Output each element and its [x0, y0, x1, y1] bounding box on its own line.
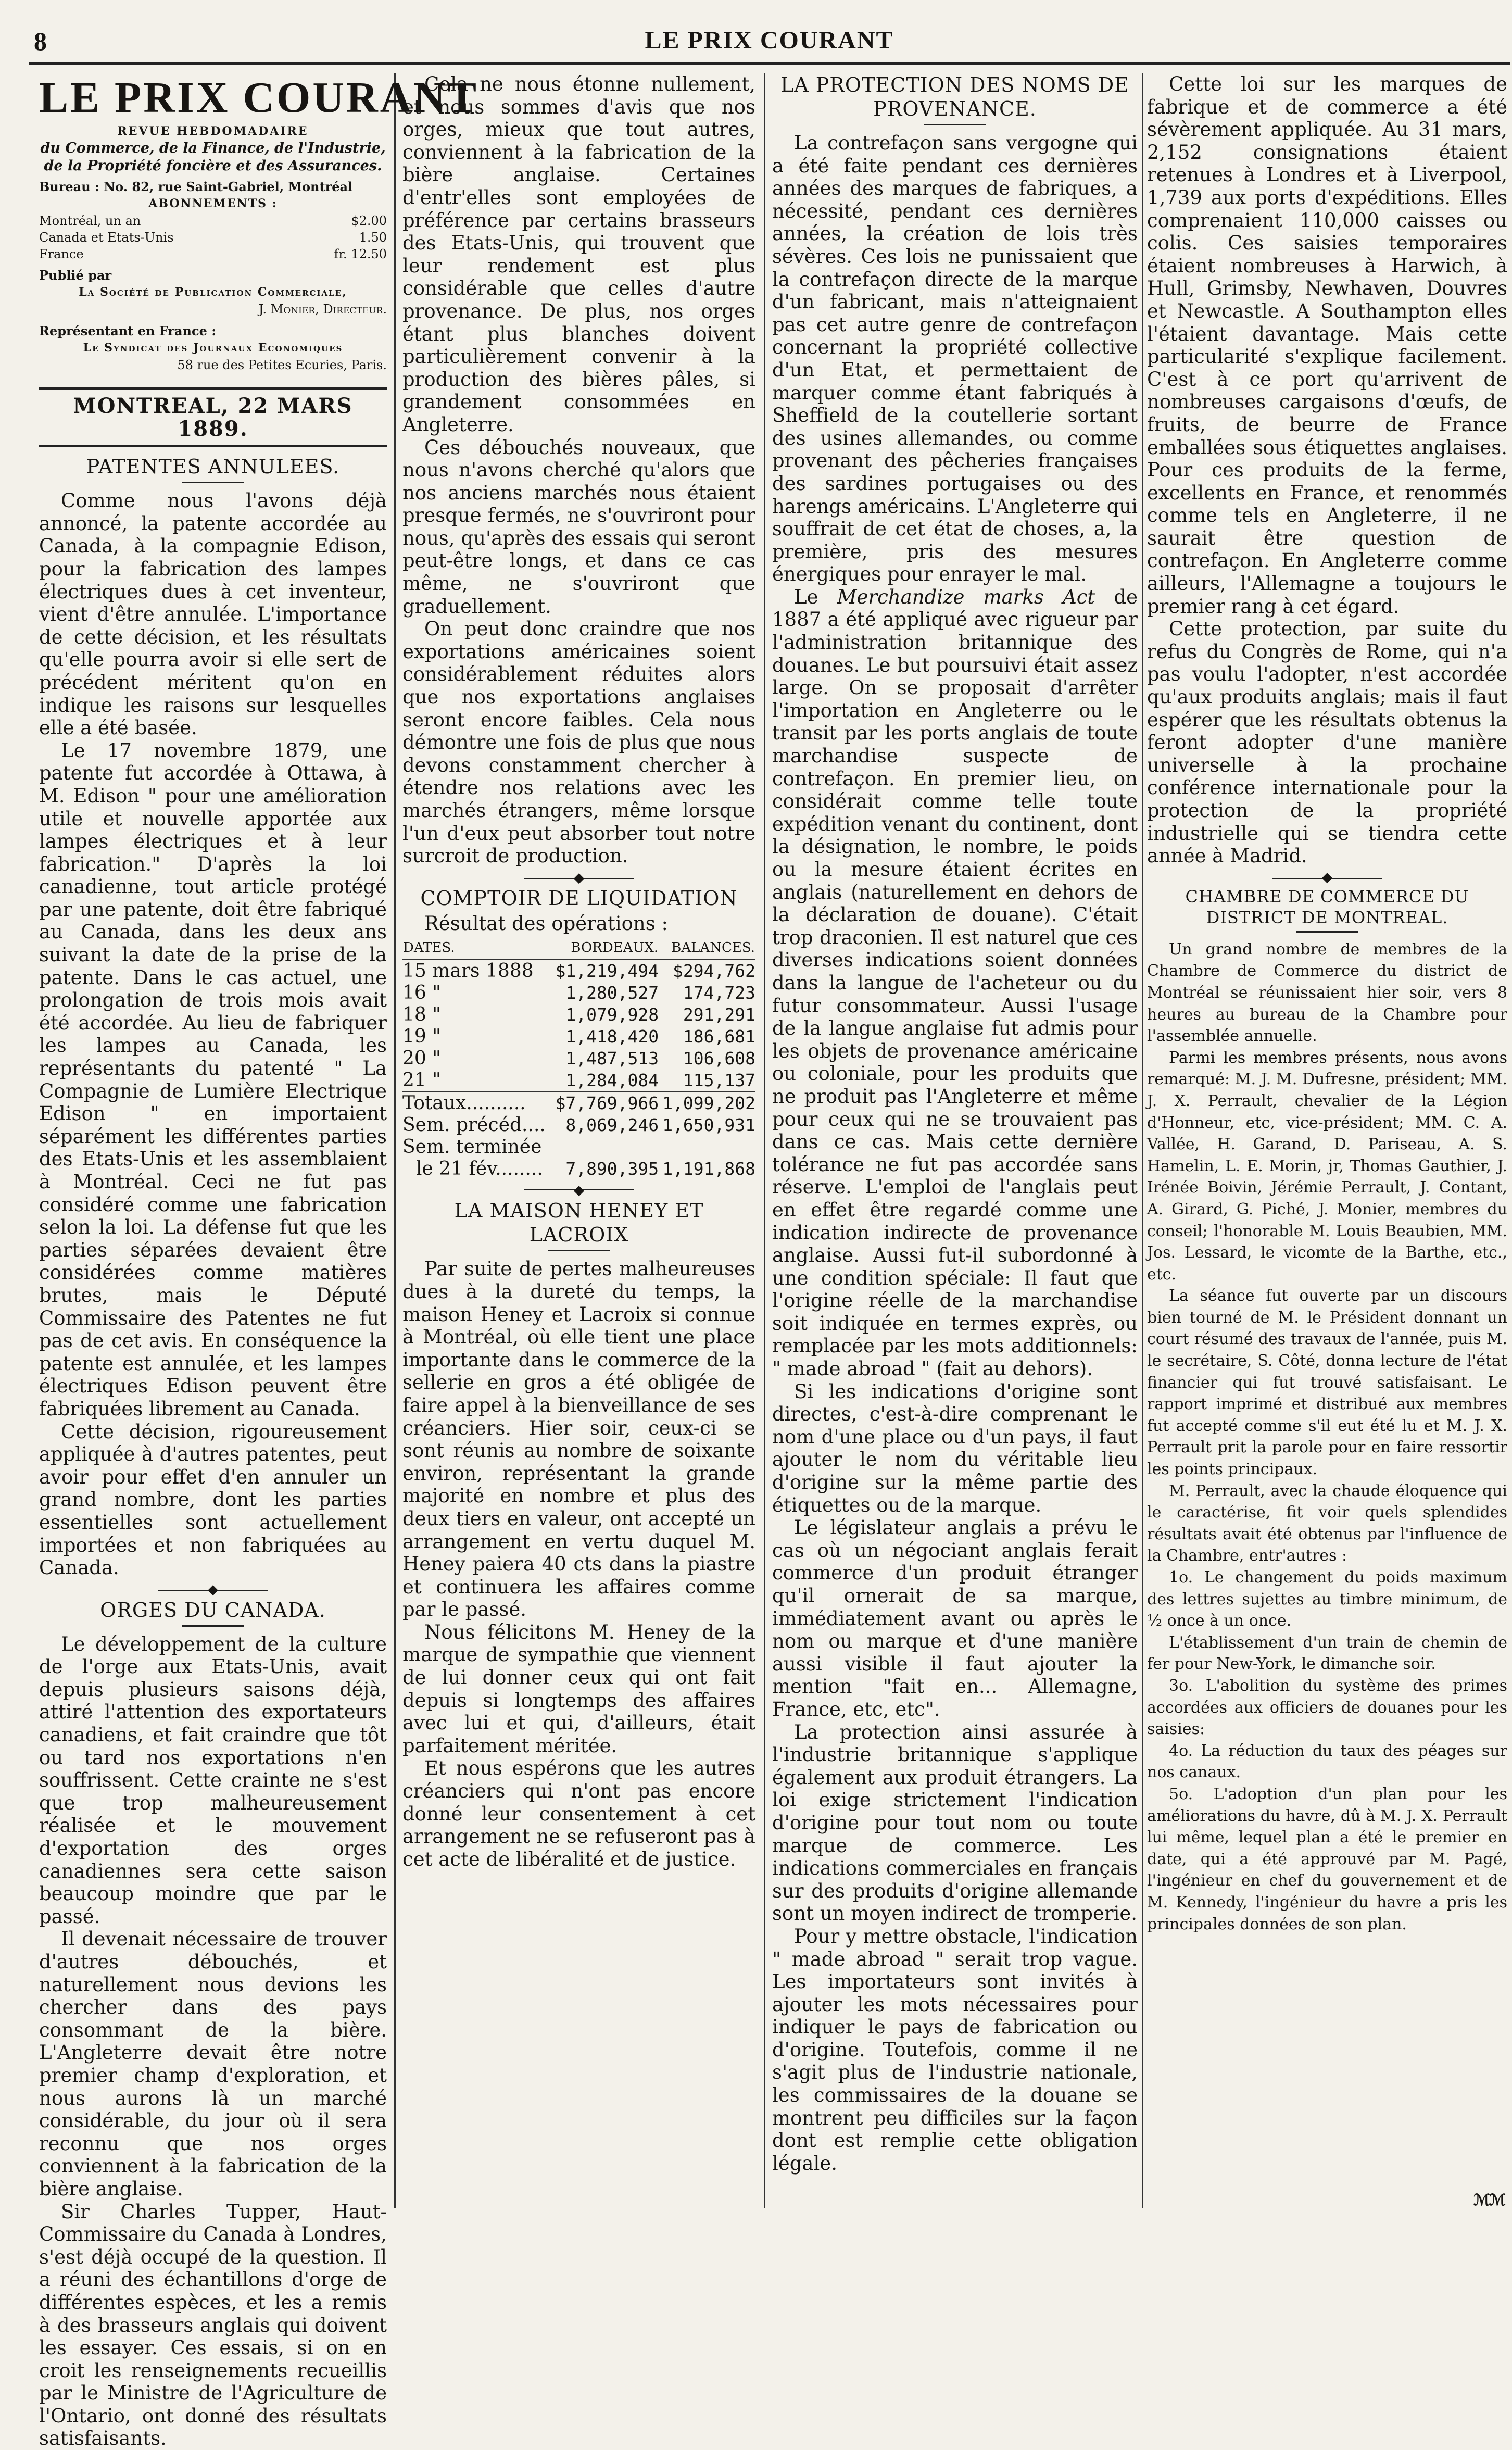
paragraph: Le développement de la culture de l'orge aux Etats-Unis, avait depuis plusieurs saisons déjà, attiré l'attention des exportateurs canadiens, et fait craindre que tôt ou tard nos exportations n'en souffrissent. Cette crainte ne s'est que trop malheureusement réalisée et le mouvement d'exportation des orges canadiennes sera cette saison beaucoup moindre que par le passé.: [39, 1632, 387, 1928]
section-title: LACROIX: [529, 1223, 629, 1247]
paragraph: On peut donc craindre que nos exportations américaines soient considérablement réduites alors que nos exportations anglaises seront encore faibles. Cela nous démontre une fois de plus que nous devons constamment chercher à étendre nos relations avec les marchés étrangers, même lorsque l'un d'eux peut absorber tout notre surcroit de production.: [402, 618, 755, 868]
abonnements-label: ABONNEMENTS :: [148, 197, 278, 210]
paragraph: Pour y mettre obstacle, l'indication " made abroad " serait trop vague. Les importateurs sont invités à ajouter les mots nécessaires pour indiquer le pays de fabrication ou d'origine. Toutefois, comme il ne s'agit plus de l'industrie nationale, les commissaires de la douane se montrent peu difficiles sur la façon dont est remplie cette obligation légale.: [772, 1925, 1138, 2175]
section-separator: [524, 877, 634, 879]
title-dash: [548, 1250, 610, 1251]
totals-row: Totaux.......... $7,769,966 1,099,202: [402, 1092, 755, 1114]
title-dash: [1296, 931, 1358, 933]
paragraph: Si les indications d'origine sont directes, c'est-à-dire comprenant le nom d'une place ou d'un pays, il faut ajouter le nom du véritable lieu d'origine sur la même partie des étiquettes ou de la marque.: [772, 1380, 1138, 1516]
director-name: J. Monier, Directeur.: [258, 302, 387, 317]
section-title: DISTRICT DE MONTREAL.: [1206, 907, 1448, 927]
masthead-description: du Commerce, de la Finance, de l'Industrie,: [40, 140, 386, 156]
paragraph: Et nous espérons que les autres créanciers qui n'ont pas encore donné leur consentement à cet arrangement ne se refuseront pas à cet acte de libéralité et de justice.: [402, 1757, 755, 1870]
list-item: 3o. L'abolition du système des primes accordées aux officiers de douanes pour les saisies:: [1147, 1676, 1507, 1739]
table-row: 21 " 1,284,084 115,137: [402, 1070, 755, 1091]
section-title: PROVENANCE.: [873, 97, 1037, 120]
table-row: Sem. terminée: [402, 1136, 542, 1158]
paragraph: La contrefaçon sans vergogne qui a été faite pendant ces dernières années des marques de fabriques, a nécessité, pendant ces dernières années, la création de lois très sévères. Ces lois ne punissaient que la contrefaçon directe de la marque d'un fabricant, mais n'atteignaient pas cet autre genre de contrefaçon concernant la propriété collective d'un Etat, et permettaient de marquer comme étant fabriqués à Sheffield de la coutellerie sortant des usines allemandes, ou comme provenant des pêcheries françaises des sardines portugaises ou des harengs américains. L'Angleterre qui souffrait de cet état de choses, a, la première, pris des mesures énergiques pour enrayer le mal.: [772, 132, 1138, 586]
paragraph: La protection ainsi assurée à l'industrie britannique s'applique également aux produit étrangers. La loi exige strictement l'indication d'origine pour tout nom ou toute marque de commerce. Les indications commerciales en français sur des produits d'origine allemande sont un moyen indirect de tromperie.: [772, 1720, 1138, 1925]
column-3: [772, 73, 1138, 2203]
table-row: 18 " 1,079,928 291,291: [402, 1004, 755, 1026]
running-header: [29, 26, 1510, 65]
section-separator: [524, 1189, 634, 1191]
paragraph: La séance fut ouverte par un discours bien tourné de M. le Président donnant un court résumé des travaux de l'année, puis M. le secrétaire, S. Côté, donna lecture de l'état financier qui fut trouvé satisfaisant. Le rapport imprimé et distribué aux membres fut accepté comme s'il eut été lu et M. J. X. Perrault prit la parole pour en faire ressortir les points principaux.: [1147, 1287, 1507, 1479]
table-row: le 21 fév........ 7,890,395 1,191,868: [416, 1158, 755, 1180]
subscription-row: Montréal, un an $2.00: [39, 213, 387, 228]
paragraph: Parmi les membres présents, nous avons remarqué: M. J. M. Dufresne, président; MM. J. X. Perrault, chevalier de la Légion d'Honneur, etc, vice-président; MM. C. A. Vallée, H. Garand, D. Pariseau, A. S. Hamelin, L. E. Morin, jr, Thomas Gauthier, J. Irénée Boivin, Jérémie Perrault, J. Contant, A. Girard, G. Piché, J. Monier, membres du conseil; l'honorable M. Louis Beaubien, MM. Jos. Lessard, le vicomte de la Barthe, etc., etc.: [1147, 1048, 1507, 1284]
paragraph: Par suite de pertes malheureuses dues à la dureté du temps, la maison Heney et Lacroix si connue à Montréal, où elle tient une place importante dans le commerce de la sellerie en gros a été obligée de faire appel à la bienveillance de ses créanciers. Hier soir, ceux-ci se sont réunis au nombre de soixante environ, représentant la grande majorité en nombre et plus des deux tiers en valeur, ont accepté un arrangement en vertu duquel M. Heney paiera 40 cts dans la piastre et continuera les affaires comme par le passé.: [402, 1258, 755, 1621]
paragraph: Le Merchandize marks Act de 1887 a été appliqué avec rigueur par l'administration britannique des douanes. Le but poursuivi était assez large. On se proposait d'arrêter l'importation en Angleterre ou le transit par les ports anglais de toute marchandise suspecte de contrefaçon. En premier lieu, on considérait comme telle toute expédition venant du continent, dont la désignation, le nombre, le poids ou la mesure étaient écrites en anglais (naturellement en dehors de la déclaration de douane). C'était trop draconien. Il est naturel que ces diverses indications soient données dans la langue de l'acheteur ou du futur consommateur. Aussi l'usage de la langue anglaise fut admis pour les objets de provenance américaine ou coloniale, pour les produits que ne produit pas l'Angleterre et même pour ceux qui ne se trouvaient pas dans ce cas. Mais cette dernière tolérance ne fut pas accordée sans réserve. L'emploi de l'anglais peut en effet être regardé comme une indication indirecte de provenance anglaise. Aussi fut-il subordonné à une condition spéciale: Il faut que l'origine réelle de la marchandise soit indiquée en termes exprès, ou remplacée par les mots additionnels: " made abroad " (fait au dehors).: [772, 585, 1138, 1380]
table-header: DATES.: [402, 935, 551, 960]
subscription-row: France fr. 12.50: [39, 247, 387, 261]
paragraph: Sir Charles Tupper, Haut-Commissaire du Canada à Londres, s'est déjà occupé de la question. Il a réuni des échantillons d'orge de différentes espèces, et les a remis à des brasseurs anglais qui doivent les essayer. Ces essais, si on en croit les renseignements recueillis par le Ministre de l'Agriculture de l'Ontario, ont donné des résultats satisfaisants.: [39, 2200, 387, 2450]
section-separator: [1272, 877, 1382, 879]
section-title: COMPTOIR DE LIQUIDATION: [420, 886, 738, 910]
table-row: 15 mars 1888 $1,219,494 $294,762: [402, 960, 755, 982]
section-title: PATENTES ANNULEES.: [86, 455, 340, 479]
act-name: Merchandize marks Act: [837, 585, 1095, 608]
paragraph: Ces débouchés nouveaux, que nous n'avons cherché qu'alors que nos anciens marchés nous étaient presque fermés, ne s'ouvriront pour nous, qu'après des essais qui seront peut-être longs, et dans ce cas même, ne s'ouvriront que graduellement.: [402, 436, 755, 618]
table-row: 19 " 1,418,420 186,681: [402, 1026, 755, 1048]
section-title: ORGES DU CANADA.: [100, 1598, 326, 1622]
publisher-label: Publié par: [39, 268, 112, 283]
table-header: BALANCES.: [659, 935, 755, 960]
paragraph: Comme nous l'avons déjà annoncé, la patente accordée au Canada, à la compagnie Edison, pour la fabrication des lampes électriques dues à cet inventeur, vient d'être annulée. L'importance de cette décision, et les résultats qu'elle pourra avoir si elle sert de précédent méritent qu'on en indique les raisons sur lesquelles elle a été basée.: [39, 489, 387, 739]
section-title: CHAMBRE DE COMMERCE DU: [1185, 886, 1469, 907]
column-2: [402, 73, 755, 2203]
paragraph: Le législateur anglais a prévu le cas où un négociant anglais ferait commerce d'un produit étranger qu'il ornerait de sa marque, immédiatement avant ou après le nom ou marque et d'une manière aussi visible il faut ajouter la mention "fait en... Allemagne, France, etc, etc".: [772, 1516, 1138, 1720]
running-title: LE PRIX COURANT: [645, 27, 894, 54]
printer-mark-icon: ℳℳ: [1473, 2191, 1505, 2209]
subscription-row: Canada et Etats-Unis 1.50: [39, 230, 387, 245]
column-rule: [764, 73, 765, 2208]
paragraph: M. Perrault, avec la chaude éloquence qui le caractérise, fit voir quels splendides résultats avait été obtenus par l'influence de la Chambre, entr'autres :: [1147, 1481, 1507, 1565]
section-title: LA MAISON HENEY ET: [454, 1199, 704, 1223]
paragraph: Cette décision, rigoureusement appliquée à d'autres patentes, peut avoir pour effet d'en annuler un grand nombre, dont les parties essentielles sont actuellement importées et non fabriquées au Canada.: [39, 1420, 387, 1579]
masthead-info: [39, 178, 387, 374]
column-rule: [1142, 73, 1143, 2208]
table-row: Sem. précéd.... 8,069,246 1,650,931: [402, 1114, 755, 1136]
list-item: L'établissement d'un train de chemin de fer pour New-York, le dimanche soir.: [1147, 1633, 1507, 1674]
table-row: 16 " 1,280,527 174,723: [402, 982, 755, 1004]
list-item: 4o. La réduction du taux des péages sur nos canaux.: [1147, 1741, 1507, 1782]
paragraph: Un grand nombre de membres de la Chambre de Commerce du district de Montréal se réunissaient hier soir, vers 8 heures au bureau de la Chambre pour l'assemblée annuelle.: [1147, 940, 1507, 1046]
masthead-title: LE PRIX COURANT: [39, 73, 479, 122]
section-separator: [158, 1589, 268, 1591]
masthead: [39, 73, 479, 175]
paragraph: Cette loi sur les marques de fabrique et de commerce a été sévèrement appliquée. Au 31 mars, 2,152 consignations étaient retenues à Londres et à Liverpool, 1,739 aux ports d'expéditions. Elles comprenaient 110,000 caisses ou colis. Ces saisies temporaires étaient nombreuses à Harwich, à Hull, Grimsby, Newhaven, Douvres et Newcastle. A Southampton elles l'étaient davantage. Mais cette particularité s'explique facilement. C'est à ce port qu'arrivent de nombreuses cargaisons d'œufs, de fruits, de beurre de France emballées sous étiquettes anglaises. Pour ces produits de la ferme, excellents en France, et renommés comme tels en Angleterre, il ne saurait être question de contrefaçon. En Angleterre comme ailleurs, l'Allemagne a toujours le premier rang à cet égard.: [1147, 73, 1507, 618]
list-item: 5o. L'adoption d'un plan pour les améliorations du havre, dû à M. J. X. Perrault lui même, lequel plan a été le premier en date, qui a été approuvé par M. Pagé, l'ingénieur en chef du gouvernement et de M. Kennedy, l'ingénieur du havre a pris les principales données de son plan.: [1147, 1785, 1507, 1933]
representative-address: 58 rue des Petites Ecuries, Paris.: [177, 358, 387, 372]
paragraph: Il devenait nécessaire de trouver d'autres débouchés, et naturellement nous devions les chercher dans des pays consommant de la bière. L'Angleterre devait être notre premier champ d'exploration, et nous aurons là un marché considérable, du jour où il sera reconnu que nos orges conviennent à la fabrication de la bière anglaise.: [39, 1928, 387, 2200]
section-title: LA PROTECTION DES NOMS DE: [780, 73, 1130, 96]
masthead-subtitle: REVUE HEBDOMADAIRE: [117, 124, 309, 138]
table-row: 20 " 1,487,513 106,608: [402, 1048, 755, 1070]
dateline: MONTREAL, 22 MARS 1889.: [39, 387, 387, 447]
paragraph: Résultat des opérations :: [424, 912, 668, 935]
page-number: 8: [34, 27, 47, 56]
list-item: 1o. Le changement du poids maximum des lettres sujettes au timbre minimum, de ½ once à un once.: [1147, 1568, 1507, 1630]
column-rule: [394, 73, 396, 2208]
paragraph: Cette protection, par suite du refus du Congrès de Rome, qui n'a pas voulu l'adopter, n'est accordée qu'aux produits anglais; mais il faut espérer que les résultats obtenus la feront adopter d'une manière universelle à la prochaine conférence internationale pour la protection de la propriété industrielle qui se tiendra cette année à Madrid.: [1147, 618, 1507, 868]
paragraph: Le 17 novembre 1879, une patente fut accordée à Ottawa, à M. Edison " pour une amélioration utile et nouvelle apportée aux lampes électriques et à leur fabrication." D'après la loi canadienne, tout article protégé par une patente, doit être fabriqué au Canada, dans les deux ans suivant la date de la prise de la patente. Dans le cas actuel, une prolongation de trois mois avait été accordée. Au lieu de fabriquer les lampes au Canada, les représentants du patenté " La Compagnie de Lumière Electrique Edison " en importaient séparément les différentes parties des Etats-Unis et les assemblaient à Montréal. Ceci ne fut pas considéré comme une fabrication selon la loi. La défense fut que les parties séparées devaient être considérées comme matières brutes, mais le Député Commissaire des Patentes ne fut pas de cet avis. En conséquence la patente est annulée, et les lampes électriques Edison peuvent être fabriquées librement au Canada.: [39, 739, 387, 1420]
table-header: BORDEAUX.: [551, 935, 659, 960]
paragraph: Nous félicitons M. Heney de la marque de sympathie que viennent de lui donner ceux qui ont fait depuis si longtemps des affaires avec lui et qui, d'ailleurs, était parfaitement méritée.: [402, 1620, 755, 1757]
title-dash: [924, 124, 986, 125]
bureau-address: Bureau : No. 82, rue Saint-Gabriel, Montréal: [39, 179, 353, 194]
title-dash: [182, 482, 244, 483]
liquidation-table: [402, 935, 755, 1180]
representative-label: Représentant en France :: [39, 323, 217, 338]
title-dash: [182, 1625, 244, 1627]
paragraph: Cela ne nous étonne nullement, et nous sommes d'avis que nos orges, mieux que tout autres, conviennent à la fabrication de la bière anglaise. Certaines d'entr'elles sont employées de préférence par certains brasseurs des Etats-Unis, qui trouvent que leur rendement est plus considérable que celles d'autre provenance. De plus, nos orges étant plus blanches doivent particulièrement convenir à la production des bières pâles, si grandement consommées en Angleterre.: [402, 73, 755, 436]
masthead-description: de la Propriété foncière et des Assurances.: [44, 158, 382, 174]
column-4: [1147, 73, 1507, 2203]
publisher-name: La Société de Publication Commerciale,: [79, 285, 347, 299]
representative-name: Le Syndicat des Journaux Economiques: [83, 341, 343, 355]
